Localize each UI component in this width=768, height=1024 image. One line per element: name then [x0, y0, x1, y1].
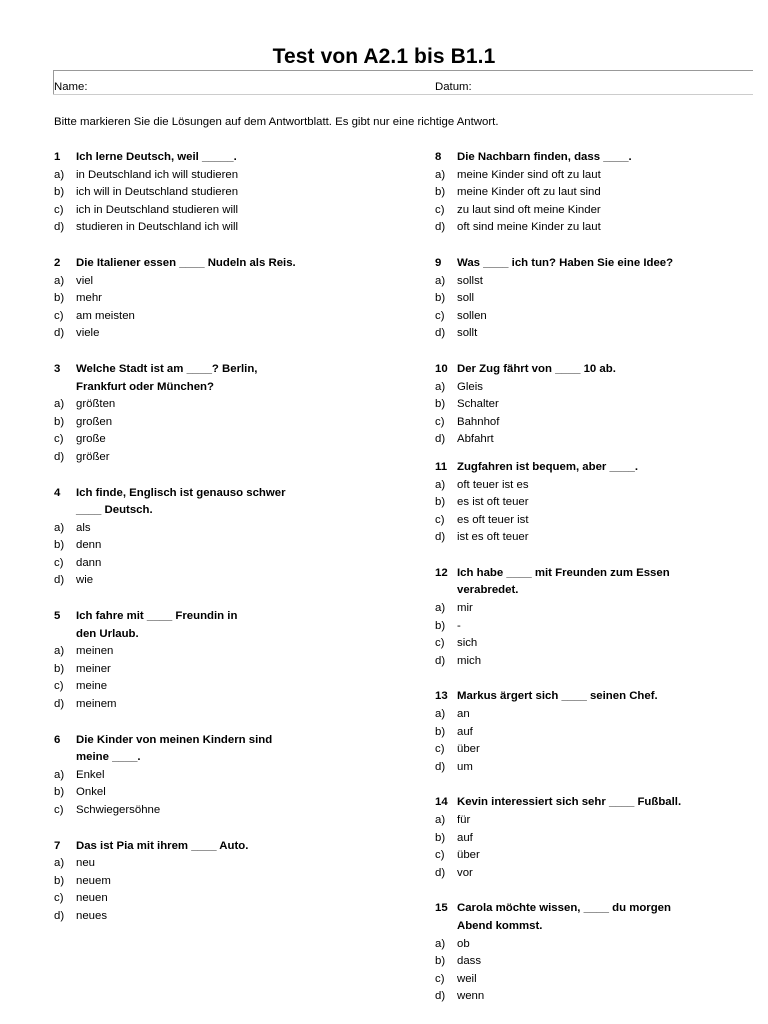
option-text: wie	[76, 574, 94, 587]
option-text: Schwiegersöhne	[76, 804, 161, 816]
option-letter: d)	[54, 909, 65, 922]
option-letter: d)	[54, 450, 65, 463]
option-text: viel	[76, 274, 94, 287]
option-text: als	[76, 521, 91, 534]
option-letter: b)	[54, 292, 65, 305]
option-letter: a)	[54, 168, 65, 181]
option-letter: c)	[435, 972, 445, 985]
question-1	[54, 149, 374, 237]
answer-option	[435, 379, 755, 397]
question-number: 14	[435, 796, 448, 809]
question-text-row	[435, 565, 755, 583]
question-text: Ich lerne Deutsch, weil _____.	[76, 151, 237, 163]
answer-option	[54, 449, 374, 467]
option-letter: b)	[435, 186, 446, 199]
answer-option	[54, 678, 374, 696]
option-letter: d)	[435, 221, 446, 234]
option-text: neu	[76, 857, 96, 870]
answer-option	[54, 325, 374, 343]
answer-option	[54, 555, 374, 573]
option-letter: b)	[435, 955, 446, 968]
option-letter: a)	[435, 478, 446, 491]
question-text-row	[435, 459, 755, 477]
option-text: sollen	[457, 309, 487, 322]
option-text: Enkel	[76, 768, 105, 781]
option-text: sich	[457, 637, 478, 650]
option-letter: d)	[54, 574, 65, 587]
option-text: sollt	[457, 327, 478, 340]
question-number: 6	[54, 733, 61, 746]
answer-option	[435, 529, 755, 547]
answer-option	[54, 661, 374, 679]
answer-option	[435, 396, 755, 414]
answer-option	[435, 290, 755, 308]
question-text: ____ Deutsch.	[76, 504, 153, 517]
question-text: Abend kommst.	[457, 919, 543, 932]
question-text-row	[54, 608, 374, 626]
option-letter: b)	[54, 662, 65, 675]
option-letter: d)	[435, 866, 446, 879]
question-text-row	[435, 794, 755, 812]
question-number	[54, 502, 76, 520]
answer-option	[54, 572, 374, 590]
option-text: vor	[457, 866, 473, 879]
option-letter: a)	[435, 168, 446, 181]
question-number: 3	[54, 362, 61, 375]
option-letter: a)	[54, 274, 65, 287]
answer-option	[435, 431, 755, 449]
option-text: denn	[76, 539, 102, 552]
option-text: neuem	[76, 874, 111, 887]
question-text: Das ist Pia mit ihrem ____ Auto.	[76, 839, 249, 852]
option-letter: c)	[435, 637, 445, 650]
answer-option	[435, 741, 755, 759]
option-letter: d)	[435, 531, 446, 544]
option-letter: a)	[54, 645, 65, 658]
option-letter: c)	[435, 415, 445, 428]
question-text-row	[54, 732, 374, 750]
answer-option	[435, 184, 755, 202]
answer-option	[435, 653, 755, 671]
question-10	[435, 361, 755, 449]
answer-option	[435, 477, 755, 495]
question-text: Ich finde, Englisch ist genauso schwer	[76, 486, 286, 499]
option-text: neuen	[76, 892, 108, 905]
option-text: meinen	[76, 645, 114, 658]
question-column-left	[54, 149, 374, 944]
question-text-row	[435, 918, 755, 936]
option-text: auf	[457, 725, 473, 738]
answer-option	[435, 325, 755, 343]
option-letter: d)	[435, 990, 446, 1003]
option-letter: a)	[435, 937, 446, 950]
question-number	[54, 626, 76, 644]
question-text: Markus ärgert sich ____ seinen Chef.	[457, 690, 658, 703]
option-text: dass	[457, 955, 482, 968]
option-text: größten	[76, 398, 116, 411]
option-letter: a)	[435, 602, 446, 615]
option-text: oft sind meine Kinder zu laut	[457, 221, 601, 234]
question-number: 8	[435, 151, 442, 163]
question-15	[435, 900, 755, 1006]
answer-option	[54, 537, 374, 555]
answer-option	[435, 706, 755, 724]
option-letter: c)	[435, 849, 445, 862]
answer-option	[54, 908, 374, 926]
answer-option	[435, 847, 755, 865]
answer-option	[435, 618, 755, 636]
option-letter: c)	[435, 513, 445, 526]
option-text: meine	[76, 680, 108, 693]
question-text: verabredet.	[457, 584, 519, 597]
question-13	[435, 688, 755, 776]
question-text: Die Kinder von meinen Kindern sind	[76, 733, 273, 746]
answer-option	[54, 873, 374, 891]
header-bottom-divider	[53, 94, 753, 95]
date-label: Datum:	[435, 81, 472, 93]
question-text-row	[435, 255, 755, 273]
name-label: Name:	[54, 81, 88, 93]
option-letter: a)	[435, 814, 446, 826]
question-text-row	[54, 361, 374, 379]
question-text: Zugfahren ist bequem, aber ____.	[457, 460, 639, 473]
answer-option	[54, 855, 374, 873]
option-text: wenn	[457, 990, 485, 1003]
question-number: 4	[54, 486, 61, 499]
question-text-row	[54, 379, 374, 397]
answer-option	[435, 273, 755, 291]
option-letter: c)	[435, 203, 445, 216]
option-letter: b)	[435, 496, 446, 509]
answer-option	[54, 784, 374, 802]
option-text: zu laut sind oft meine Kinder	[457, 203, 601, 216]
question-number: 13	[435, 690, 448, 703]
question-text-row	[435, 582, 755, 600]
answer-option	[54, 290, 374, 308]
answer-option	[54, 802, 374, 820]
answer-option	[435, 308, 755, 326]
question-text: Carola möchte wissen, ____ du morgen	[457, 902, 671, 915]
question-text-row	[435, 149, 755, 167]
option-text: meiner	[76, 662, 111, 675]
option-text: neues	[76, 909, 108, 922]
question-3	[54, 361, 374, 467]
question-text-row	[435, 688, 755, 706]
option-text: große	[76, 433, 106, 446]
question-text-row	[54, 255, 374, 273]
answer-option	[54, 202, 374, 220]
option-letter: c)	[54, 556, 64, 569]
answer-option	[54, 396, 374, 414]
option-letter: b)	[435, 619, 446, 632]
question-number: 9	[435, 256, 442, 269]
question-5	[54, 608, 374, 714]
option-letter: b)	[54, 874, 65, 887]
option-letter: c)	[435, 309, 445, 322]
answer-option	[435, 219, 755, 237]
answer-option	[435, 724, 755, 742]
option-text: ich will in Deutschland studieren	[76, 186, 239, 199]
option-text: Abfahrt	[457, 433, 494, 446]
option-letter: b)	[54, 186, 65, 199]
answer-option	[54, 184, 374, 202]
question-text: Der Zug fährt von ____ 10 ab.	[457, 362, 616, 375]
answer-option	[54, 308, 374, 326]
question-number: 15	[435, 902, 448, 915]
question-text-row	[435, 361, 755, 379]
option-text: Bahnhof	[457, 415, 500, 428]
question-number: 5	[54, 610, 61, 623]
option-text: Gleis	[457, 380, 483, 393]
option-letter: c)	[54, 680, 64, 693]
answer-option	[435, 512, 755, 530]
question-14	[435, 794, 755, 882]
answer-option	[435, 167, 755, 185]
option-text: weil	[457, 972, 477, 985]
answer-option	[435, 953, 755, 971]
answer-option	[54, 414, 374, 432]
question-number: 12	[435, 566, 448, 579]
option-letter: d)	[54, 221, 65, 234]
question-text: Kevin interessiert sich sehr ____ Fußball.	[457, 796, 682, 809]
answer-option	[435, 812, 755, 830]
answer-option	[54, 273, 374, 291]
option-letter: b)	[435, 725, 446, 738]
option-text: meine Kinder oft zu laut sind	[457, 186, 601, 199]
question-number	[54, 379, 76, 397]
option-text: über	[457, 849, 480, 862]
option-letter: a)	[54, 521, 65, 534]
option-letter: b)	[54, 539, 65, 552]
option-text: großen	[76, 415, 113, 428]
answer-option	[435, 600, 755, 618]
answer-option	[54, 520, 374, 538]
option-letter: b)	[435, 292, 446, 305]
answer-option	[435, 865, 755, 883]
option-letter: a)	[435, 380, 446, 393]
option-text: viele	[76, 327, 100, 340]
header-divider	[53, 70, 753, 71]
answer-option	[54, 431, 374, 449]
question-text-row	[54, 485, 374, 503]
question-column-right	[435, 149, 755, 1024]
answer-option	[435, 414, 755, 432]
question-12	[435, 565, 755, 671]
answer-option	[54, 890, 374, 908]
instructions-text: Bitte markieren Sie die Lösungen auf dem Antwortblatt. Es gibt nur eine richtige Antwort.	[54, 116, 499, 128]
question-text-row	[54, 502, 374, 520]
answer-option	[54, 643, 374, 661]
option-text: studieren in Deutschland ich will	[76, 221, 239, 234]
answer-option	[435, 635, 755, 653]
question-text-row	[54, 838, 374, 856]
answer-option	[435, 494, 755, 512]
option-letter: c)	[435, 743, 445, 756]
question-4	[54, 485, 374, 591]
answer-option	[435, 988, 755, 1006]
option-letter: d)	[54, 698, 65, 711]
question-text: den Urlaub.	[76, 627, 139, 640]
option-letter: c)	[54, 892, 64, 905]
question-6	[54, 732, 374, 820]
question-number: 1	[54, 151, 61, 163]
answer-option	[54, 767, 374, 785]
option-text: sollst	[457, 274, 483, 287]
answer-option	[435, 971, 755, 989]
page-title: Test von A2.1 bis B1.1	[272, 45, 496, 68]
option-letter: a)	[435, 274, 446, 287]
question-text: Ich fahre mit ____ Freundin in	[76, 610, 238, 623]
question-text-row	[54, 149, 374, 167]
option-text: dann	[76, 556, 102, 569]
question-11	[435, 459, 755, 547]
option-letter: d)	[435, 760, 446, 773]
option-letter: d)	[435, 327, 446, 340]
answer-option	[54, 219, 374, 237]
question-number	[54, 749, 76, 767]
option-text: an	[457, 708, 470, 721]
question-9	[435, 255, 755, 343]
option-text: größer	[76, 450, 110, 463]
answer-option	[435, 830, 755, 848]
option-text: meine Kinder sind oft zu laut	[457, 168, 601, 181]
option-letter: c)	[54, 804, 64, 816]
question-text: Ich habe ____ mit Freunden zum Essen	[457, 566, 670, 579]
question-2	[54, 255, 374, 343]
option-text: Schalter	[457, 398, 499, 411]
question-number: 10	[435, 362, 448, 375]
question-text: Welche Stadt ist am ____? Berlin,	[76, 362, 258, 375]
option-text: mehr	[76, 292, 102, 305]
option-text: ich in Deutschland studieren will	[76, 203, 239, 216]
answer-option	[54, 696, 374, 714]
option-text: um	[457, 760, 473, 773]
option-text: mir	[457, 602, 473, 615]
option-text: über	[457, 743, 480, 756]
option-letter: d)	[54, 327, 65, 340]
option-letter: b)	[435, 398, 446, 411]
option-text: mich	[457, 654, 482, 667]
option-text: ob	[457, 937, 470, 950]
option-letter: a)	[54, 398, 65, 411]
question-number: 2	[54, 256, 61, 269]
question-text: Die Italiener essen ____ Nudeln als Reis.	[76, 256, 296, 269]
option-text: soll	[457, 292, 475, 305]
question-number: 7	[54, 839, 61, 852]
option-text: ist es oft teuer	[457, 531, 529, 544]
option-text: Onkel	[76, 786, 106, 799]
option-letter: a)	[435, 708, 446, 721]
option-text: es oft teuer ist	[457, 513, 529, 526]
question-text: Die Nachbarn finden, dass ____.	[457, 151, 632, 163]
option-text: auf	[457, 831, 473, 844]
option-letter: b)	[435, 831, 446, 844]
option-text: oft teuer ist es	[457, 478, 529, 491]
question-number	[435, 582, 457, 600]
option-letter: b)	[54, 415, 65, 428]
option-letter: c)	[54, 433, 64, 446]
question-text-row	[54, 626, 374, 644]
option-text: es ist oft teuer	[457, 496, 529, 509]
answer-option	[54, 167, 374, 185]
option-letter: b)	[54, 786, 65, 799]
option-letter: d)	[435, 433, 446, 446]
question-text: Was ____ ich tun? Haben Sie eine Idee?	[457, 256, 674, 269]
option-letter: d)	[435, 654, 446, 667]
option-letter: a)	[54, 857, 65, 870]
option-text: am meisten	[76, 309, 135, 322]
question-text: meine ____.	[76, 751, 141, 764]
question-text: Frankfurt oder München?	[76, 380, 214, 393]
question-number: 11	[435, 460, 448, 473]
option-letter: a)	[54, 768, 65, 781]
option-letter: c)	[54, 203, 64, 216]
answer-option	[435, 759, 755, 777]
option-text: in Deutschland ich will studieren	[76, 168, 239, 181]
question-number	[435, 918, 457, 936]
answer-option	[435, 202, 755, 220]
option-letter: c)	[54, 309, 64, 322]
option-text: für	[457, 814, 471, 826]
answer-option	[435, 936, 755, 954]
option-text: -	[457, 619, 461, 632]
question-text-row	[435, 900, 755, 918]
question-7	[54, 838, 374, 926]
question-text-row	[54, 749, 374, 767]
question-8	[435, 149, 755, 237]
option-text: meinem	[76, 698, 117, 711]
